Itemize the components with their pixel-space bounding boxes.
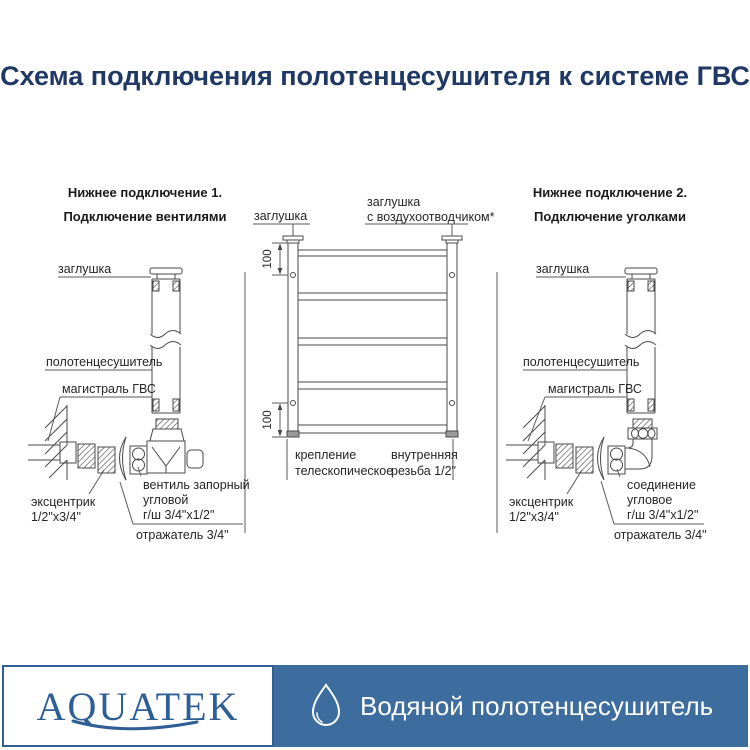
label-cap-right-panel: заглушка: [536, 262, 590, 276]
label-hws-main-right-panel: магистраль ГВС: [548, 382, 642, 396]
diagram-towel-rail-front: [253, 195, 495, 480]
logo-swoosh: [70, 719, 200, 735]
towel-rail-ladder: [283, 236, 462, 437]
footer-tagline: Водяной полотенцесушитель: [360, 690, 714, 721]
brand-logo-box: [2, 665, 274, 747]
connection-diagrams: [0, 180, 750, 560]
footer-bar: [274, 665, 748, 747]
brand-logo: AQUATEK: [36, 683, 240, 729]
wall-supply-assembly: [506, 405, 625, 480]
elbow-connection: [625, 419, 657, 469]
label-elbow-1: соединение: [627, 478, 696, 492]
label-eccentric-left-2: 1/2"x3/4": [31, 510, 81, 524]
wall-supply-assembly: [28, 405, 147, 480]
left-heading-1: Нижнее подключение 1.: [67, 185, 223, 200]
dim-bottom-value: 100: [262, 410, 274, 430]
diagram-bottom-connection-1: [28, 185, 250, 542]
right-heading-2: Подключение уголками: [533, 209, 687, 224]
label-cap-air-vent-1: заглушка: [367, 195, 421, 209]
page-title: Схема подключения полотенцесушителя к системе ГВС: [0, 61, 750, 91]
label-elbow-3: г/ш 3/4"x1/2": [627, 508, 699, 522]
footer: [2, 665, 748, 747]
label-elbow-2: угловое: [627, 493, 673, 507]
label-thread-2: резьба 1/2": [391, 464, 456, 478]
dimension-top-100: [272, 243, 289, 275]
label-reflector-right: отражатель 3/4": [614, 528, 707, 542]
label-cap-center-left: заглушка: [254, 209, 308, 223]
label-valve-2: угловой: [143, 493, 189, 507]
label-mount-2: телескопическое: [295, 464, 394, 478]
label-valve-3: г/ш 3/4"x1/2": [143, 508, 215, 522]
label-eccentric-right-1: эксцентрик: [509, 495, 574, 509]
dim-top-value: 100: [262, 249, 274, 269]
dimension-bottom-100: [272, 403, 289, 437]
angle-valve: [147, 419, 203, 473]
diagram-bottom-connection-2: [506, 185, 707, 542]
label-reflector-left: отражатель 3/4": [136, 528, 229, 542]
label-cap-left-panel: заглушка: [58, 262, 112, 276]
label-towel-rail-right-panel: полотенцесушитель: [523, 355, 640, 369]
right-heading-1: Нижнее подключение 2.: [532, 185, 688, 200]
label-eccentric-right-2: 1/2"x3/4": [509, 510, 559, 524]
label-eccentric-left-1: эксцентрик: [31, 495, 96, 509]
label-cap-air-vent-2: с воздухоотводчиком*: [367, 210, 495, 224]
label-valve-1: вентиль запорный: [143, 478, 250, 492]
label-mount-1: крепление: [295, 448, 357, 462]
label-hws-main-left-panel: магистраль ГВС: [62, 382, 156, 396]
label-thread-1: внутренняя: [391, 448, 458, 462]
left-heading-2: Подключение вентилями: [63, 209, 227, 224]
water-drop-icon: [308, 682, 344, 730]
label-towel-rail-left-panel: полотенцесушитель: [46, 355, 163, 369]
